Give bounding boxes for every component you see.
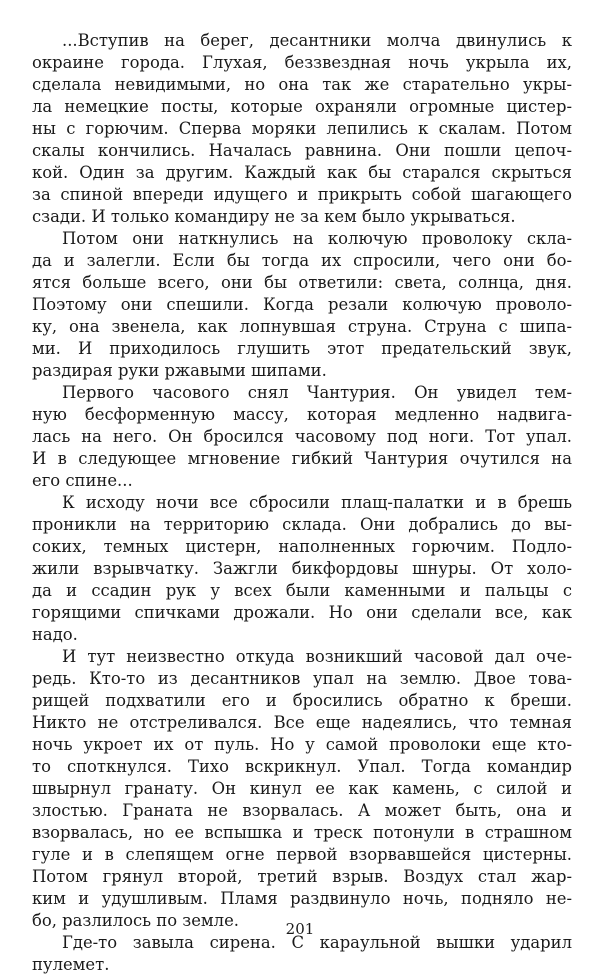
text-line: ку, она звенела, как лопнувшая струна. Струна с шипа- [32,317,572,336]
text-line: Потом грянул второй, третий взрыв. Воздух стал жар- [32,867,572,886]
text-line: ла немецкие посты, которые охраняли огромные цистер- [32,97,572,116]
text-line: надо. [32,625,78,644]
text-line: злостью. Граната не взорвалась. А может быть, она и [32,801,572,820]
text-line: Поэтому они спешили. Когда резали колючую проволо- [32,295,572,314]
text-line: кой. Один за другим. Каждый как бы старался скрыться [32,163,572,182]
text-line: бо, разлилось по земле. [32,911,240,930]
text-line: И в следующее мгновение гибкий Чантурия очутился на [32,449,572,468]
text-line: за спиной впереди идущего и прикрыть собой шагающего [32,185,572,204]
text-line: проникли на территорию склада. Они добрались до вы- [32,515,572,534]
text-line: К исходу ночи все сбросили плащ-палатки и в брешь [62,493,572,512]
text-line: пулемет. [32,955,110,974]
text-line: соких, темных цистерн, наполненных горючим. Подло- [32,537,572,556]
text-line: Первого часового снял Чантурия. Он увидел тем- [62,383,572,402]
text-line: гуле и в слепящем огне первой взорвавшейся цистерны. [32,845,572,864]
text-line: сзади. И только командиру не за кем было укрываться. [32,207,516,226]
text-line: И тут неизвестно откуда возникший часовой дал оче- [62,647,572,666]
text-line: да и залегли. Если бы тогда их спросили, чего они бо- [32,251,572,270]
page-number: 201 [285,920,315,938]
text-line: то споткнулся. Тихо вскрикнул. Упал. Тогда командир [32,757,572,776]
text-line: ми. И приходилось глушить этот предательский звук, [32,339,572,358]
text-line: Никто не отстреливался. Все еще надеялись, что темная [32,713,572,732]
text-line: рищей подхватили его и бросились обратно к бреши. [32,691,572,710]
text-line: скалы кончились. Началась равнина. Они пошли цепоч- [32,141,572,160]
text-line: лась на него. Он бросился часовому под ноги. Тот упал. [32,427,572,446]
text-line: сделала невидимыми, но она так же старательно укры- [32,75,572,94]
text-line: жили взрывчатку. Зажгли бикфордовы шнуры. От холо- [32,559,572,578]
text-line: редь. Кто-то из десантников упал на землю. Двое това- [32,669,572,688]
text-line: взорвалась, но ее вспышка и треск потонули в страшном [32,823,572,842]
text-line: ким и удушливым. Пламя раздвинуло ночь, подняло не- [32,889,572,908]
text-line: Потом они наткнулись на колючую проволоку скла- [62,229,572,248]
text-line: Где-то завыла сирена. С караульной вышки ударил [62,933,572,952]
text-line: швырнул гранату. Он кинул ее как камень, с силой и [32,779,572,798]
text-line: горящими спичками дрожали. Но они сделали все, как [32,603,572,622]
text-line: ночь укроет их от пуль. Но у самой проволоки еще кто- [32,735,572,754]
text-line: раздирая руки ржавыми шипами. [32,361,327,380]
text-line: ...Вступив на берег, десантники молча двинулись к [62,31,572,50]
text-line: да и ссадин рук у всех были каменными и пальцы с [32,581,572,600]
body-text [32,30,572,976]
text-line: ны с горючим. Сперва моряки лепились к скалам. Потом [32,119,572,138]
text-line: ную бесформенную массу, которая медленно надвига- [32,405,572,424]
text-line: его спине... [32,471,133,490]
text-line: ятся больше всего, они бы ответили: света, солнца, дня. [32,273,572,292]
text-line: окраине города. Глухая, беззвездная ночь укрыла их, [32,53,572,72]
